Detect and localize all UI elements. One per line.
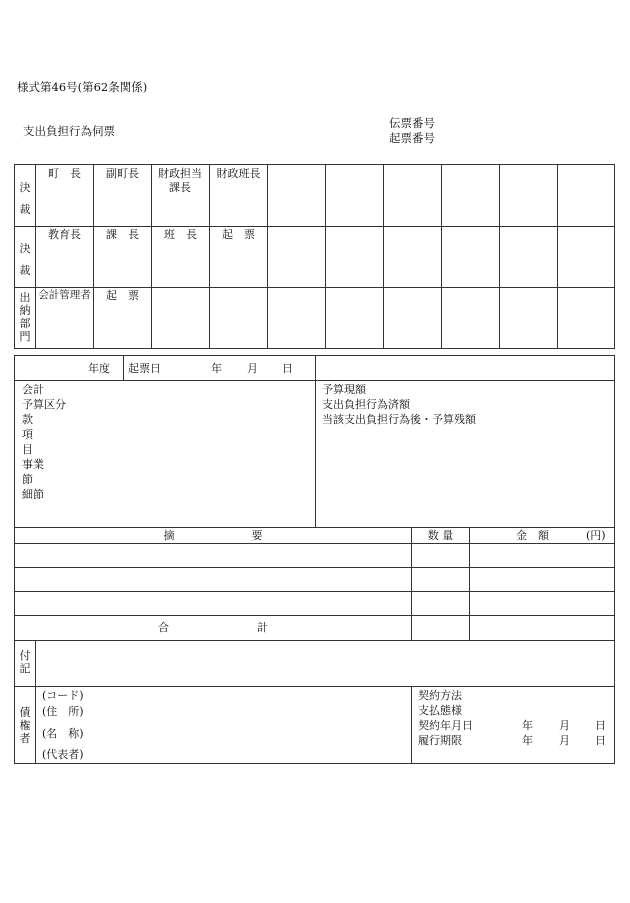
creditor-name-label: (名 称) <box>42 727 84 740</box>
column-divider <box>35 640 36 764</box>
approval-table <box>14 164 615 349</box>
row-divider <box>14 226 615 227</box>
remarks-label: 付記 <box>19 649 31 675</box>
row-divider <box>14 543 615 544</box>
row-divider <box>14 527 615 528</box>
setsu-label: 節 <box>22 473 33 486</box>
slip-number-label: 伝票番号 <box>389 116 435 130</box>
deadline-year-label: 年 <box>522 734 533 747</box>
performance-deadline-label: 履行期限 <box>418 734 462 747</box>
approval-side-label-3: 出納部門 <box>19 291 31 343</box>
column-divider <box>441 164 442 349</box>
payment-mode-label: 支払態様 <box>418 704 462 717</box>
creditor-label: 債権者 <box>19 706 31 745</box>
approval-side-label-1: 決裁 <box>19 181 31 216</box>
column-divider <box>411 686 412 764</box>
row-divider <box>14 287 615 288</box>
approver-drafter: 起 票 <box>222 228 255 241</box>
kou-label: 項 <box>22 428 33 441</box>
moku-label: 目 <box>22 443 33 456</box>
approver-deputy-mayor: 副町長 <box>106 167 139 180</box>
quantity-header: 数 量 <box>427 529 454 542</box>
column-divider <box>315 355 316 527</box>
row-divider <box>14 615 615 616</box>
approver-team-chief: 班 長 <box>164 228 197 241</box>
current-budget-label: 予算現額 <box>322 383 366 396</box>
fiscal-year-label: 年度 <box>88 362 110 375</box>
approval-side-label-2: 決裁 <box>19 242 31 277</box>
column-divider <box>209 164 210 349</box>
approver-mayor: 町 長 <box>48 167 81 180</box>
approver-finance-director: 財政担当課長 <box>158 167 202 194</box>
column-divider <box>383 164 384 349</box>
column-divider <box>325 164 326 349</box>
contract-month-label: 月 <box>559 719 570 732</box>
draft-year-label: 年 <box>211 362 222 375</box>
draft-month-label: 月 <box>247 362 258 375</box>
approver-section-chief: 課 長 <box>106 228 139 241</box>
column-divider <box>151 164 152 349</box>
creditor-representative-label: (代表者) <box>42 748 84 761</box>
row-divider <box>14 640 615 641</box>
draft-day-label: 日 <box>282 362 293 375</box>
deadline-month-label: 月 <box>559 734 570 747</box>
kan-label: 款 <box>22 413 33 426</box>
approver-drafter-accounting: 起 票 <box>106 289 139 302</box>
form-title: 支出負担行為伺票 <box>23 124 115 138</box>
column-divider <box>123 355 124 380</box>
remaining-budget-label: 当該支出負担行為後・予算残額 <box>322 413 476 426</box>
creditor-code-label: (コード) <box>42 689 84 702</box>
summary-header: 摘 要 <box>163 529 263 542</box>
column-divider <box>557 164 558 349</box>
column-divider <box>469 527 470 640</box>
deadline-day-label: 日 <box>595 734 606 747</box>
drafter-number-label: 起票番号 <box>389 131 435 145</box>
project-label: 事業 <box>22 458 44 471</box>
row-divider <box>14 686 615 687</box>
approver-accountant: 会計管理者 <box>38 289 91 301</box>
contract-day-label: 日 <box>595 719 606 732</box>
contract-method-label: 契約方法 <box>418 689 462 702</box>
column-divider <box>93 164 94 349</box>
contract-date-label: 契約年月日 <box>418 719 473 732</box>
form-id: 様式第46号(第62条関係) <box>17 80 148 94</box>
approver-finance-chief: 財政班長 <box>216 167 261 180</box>
row-divider <box>14 591 615 592</box>
approver-superintendent: 教育長 <box>48 228 81 241</box>
account-label: 会計 <box>22 383 44 396</box>
draft-date-label: 起票日 <box>128 362 161 375</box>
column-divider <box>499 164 500 349</box>
sub-setsu-label: 細節 <box>22 488 44 501</box>
contract-year-label: 年 <box>522 719 533 732</box>
yen-unit-label: (円) <box>586 529 606 542</box>
column-divider <box>411 527 412 640</box>
amount-header: 金 額 <box>516 529 549 542</box>
creditor-address-label: (住 所) <box>42 705 84 718</box>
total-label: 合 計 <box>158 621 268 634</box>
column-divider <box>267 164 268 349</box>
budget-category-label: 予算区分 <box>22 398 66 411</box>
committed-amount-label: 支出負担行為済額 <box>322 398 410 411</box>
row-divider <box>14 567 615 568</box>
column-divider <box>35 164 36 349</box>
